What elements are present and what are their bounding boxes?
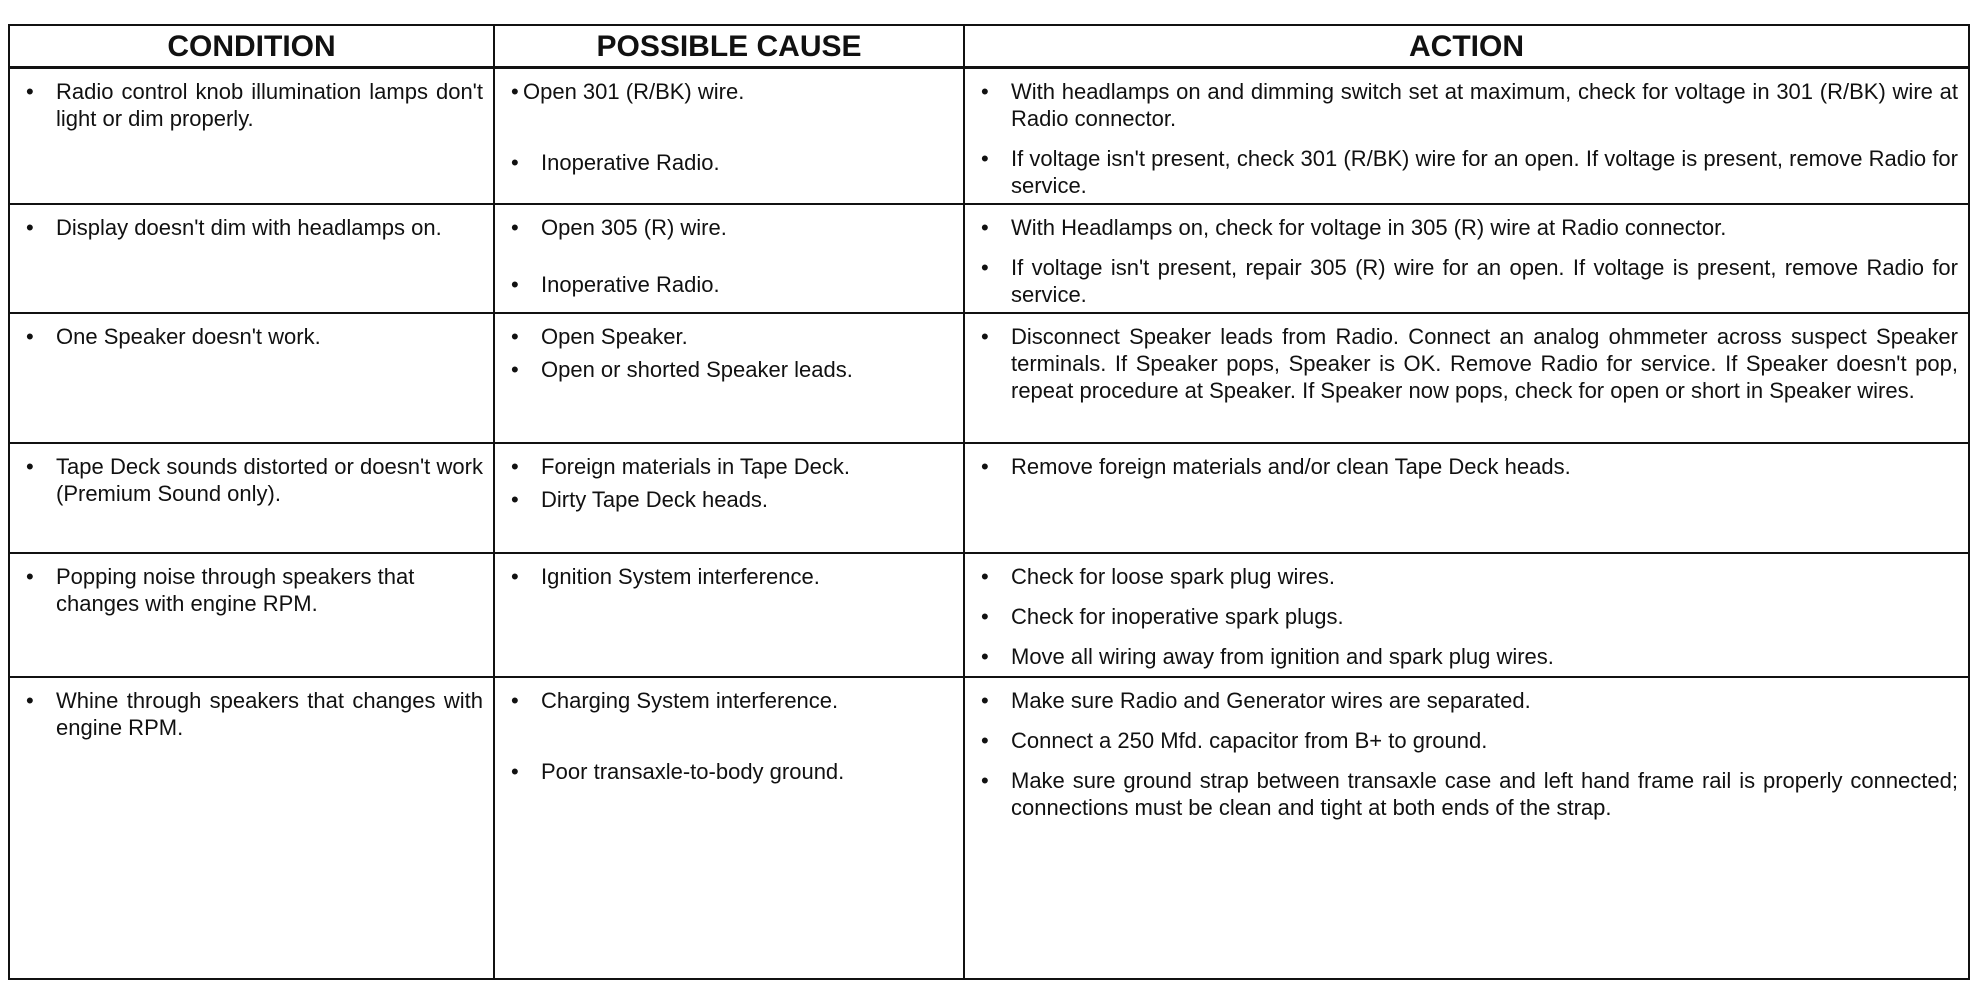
action-item [973,767,1958,821]
bullet-icon: • [26,688,34,713]
cause-item [503,78,953,105]
table-row [9,68,1969,205]
condition-item [18,563,483,617]
action-item [973,687,1958,714]
condition-item [18,687,483,741]
action-text: If voltage isn't present, check 301 (R/BK) wire for an open. If voltage is present, remove Radio for service. [1011,146,1958,198]
condition-cell [9,204,494,313]
bullet-icon: • [511,272,519,297]
cause-item [503,149,953,176]
bullet-icon: • [26,564,34,589]
cause-text: Open Speaker. [541,324,688,349]
header-row [9,25,1969,68]
action-item [973,323,1958,404]
condition-text: Tape Deck sounds distorted or doesn't work (Premium Sound only). [56,454,483,506]
bullet-icon: • [981,454,989,479]
cause-item [503,453,953,480]
cause-item [503,486,953,513]
action-item [973,563,1958,590]
action-item [973,254,1958,308]
action-cell [964,204,1969,313]
condition-text: Radio control knob illumination lamps don't light or dim properly. [56,79,483,131]
action-text: If voltage isn't present, repair 305 (R) wire for an open. If voltage is present, remove Radio for service. [1011,255,1958,307]
action-text: Check for loose spark plug wires. [1011,564,1336,589]
bullet-icon: • [981,728,989,753]
cause-text: Poor transaxle-to-body ground. [541,759,845,784]
bullet-icon: • [511,759,519,784]
cause-item [503,563,953,590]
bullet-icon: • [981,146,989,171]
condition-cell [9,677,494,979]
bullet-icon: • [511,688,519,713]
action-text: With Headlamps on, check for voltage in 305 (R) wire at Radio connector. [1011,215,1727,240]
cause-text: Ignition System interference. [541,564,820,589]
condition-cell [9,68,494,205]
bullet-icon: • [26,79,34,104]
cause-text: Dirty Tape Deck heads. [541,487,769,512]
bullet-icon: • [981,644,989,669]
bullet-icon: • [26,454,34,479]
action-text: Make sure Radio and Generator wires are separated. [1011,688,1531,713]
action-item [973,214,1958,241]
bullet-icon: • [511,215,519,240]
cause-text: Foreign materials in Tape Deck. [541,454,850,479]
bullet-icon: • [511,357,519,382]
bullet-icon: • [511,324,519,349]
bullet-icon: • [981,768,989,793]
cause-cell [494,553,964,677]
action-text: Disconnect Speaker leads from Radio. Connect an analog ohmmeter across suspect Speaker terminals. If Speaker pops, Speaker is OK. Remove Radio for service. If Speaker doesn't pop, repeat procedure at Speaker. If Speaker now pops, check for open or short in Speaker wires. [1011,324,1958,403]
bullet-icon: • [981,324,989,349]
header-action: ACTION [964,25,1969,68]
action-cell [964,553,1969,677]
action-item [973,603,1958,630]
cause-item [503,323,953,350]
table-row [9,204,1969,313]
bullet-icon: • [26,324,34,349]
condition-cell [9,313,494,443]
cause-item [503,356,953,383]
cause-text: Inoperative Radio. [541,150,720,175]
action-item [973,727,1958,754]
condition-item [18,453,483,507]
troubleshooting-table [8,24,1970,980]
condition-item [18,78,483,132]
action-cell [964,677,1969,979]
table-row [9,553,1969,677]
action-text: Move all wiring away from ignition and spark plug wires. [1011,644,1554,669]
cause-text: Open or shorted Speaker leads. [541,357,853,382]
condition-item [18,323,483,350]
cause-text: Charging System interference. [541,688,839,713]
action-text: Check for inoperative spark plugs. [1011,604,1344,629]
action-cell [964,313,1969,443]
cause-cell [494,68,964,205]
bullet-icon: • [981,604,989,629]
bullet-icon: • [26,215,34,240]
table-row [9,677,1969,979]
action-item [973,643,1958,670]
cause-text: Open 301 (R/BK) wire. [523,79,745,104]
condition-text: Popping noise through speakers that changes with engine RPM. [56,564,415,616]
condition-text: One Speaker doesn't work. [56,324,321,349]
action-item [973,78,1958,132]
action-item [973,145,1958,199]
condition-item [18,214,483,241]
bullet-icon: • [511,150,519,175]
action-text: Make sure ground strap between transaxle case and left hand frame rail is properly connected; connections must be clean and tight at both ends of the strap. [1011,768,1958,820]
header-cause: POSSIBLE CAUSE [494,25,964,68]
bullet-icon: • [981,688,989,713]
cause-cell [494,443,964,553]
condition-cell [9,443,494,553]
action-text: With headlamps on and dimming switch set at maximum, check for voltage in 301 (R/BK) wire at Radio connector. [1011,79,1958,131]
cause-cell [494,313,964,443]
table-header [9,25,1969,68]
condition-text: Display doesn't dim with headlamps on. [56,215,442,240]
bullet-icon: • [981,564,989,589]
cause-text: Inoperative Radio. [541,272,720,297]
bullet-icon: • [511,564,519,589]
condition-cell [9,553,494,677]
cause-item [503,687,953,714]
cause-cell [494,677,964,979]
action-cell [964,443,1969,553]
bullet-icon: • [511,79,519,104]
action-text: Connect a 250 Mfd. capacitor from B+ to ground. [1011,728,1488,753]
bullet-icon: • [511,454,519,479]
table-row [9,443,1969,553]
action-cell [964,68,1969,205]
bullet-icon: • [981,255,989,280]
header-condition: CONDITION [9,25,494,68]
bullet-icon: • [981,215,989,240]
cause-item [503,214,953,241]
table-row [9,313,1969,443]
cause-item [503,758,953,785]
action-item [973,453,1958,480]
cause-item [503,271,953,298]
action-text: Remove foreign materials and/or clean Tape Deck heads. [1011,454,1571,479]
condition-text: Whine through speakers that changes with engine RPM. [56,688,483,740]
bullet-icon: • [511,487,519,512]
cause-text: Open 305 (R) wire. [541,215,727,240]
cause-cell [494,204,964,313]
bullet-icon: • [981,79,989,104]
